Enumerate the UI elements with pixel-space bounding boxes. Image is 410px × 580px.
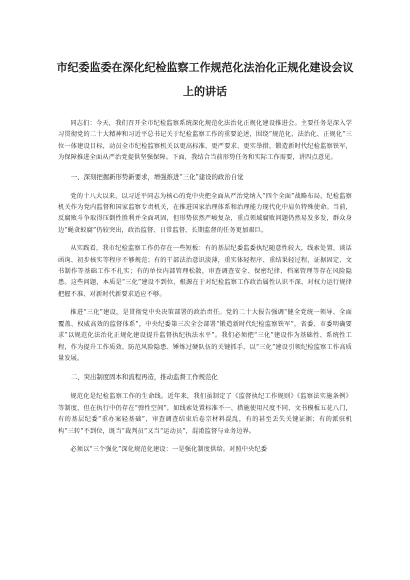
document-body xyxy=(58,118,352,455)
body-paragraph: 推进“三化”建设，是贯彻党中央决策部署的政治责任。党的二十大报告强调“健全党统一领导、全面覆盖、权威高效的监督体系”，中央纪委第三次全会部署“锻造新时代纪检监察铁军”，省委、市委明确要求“以规范化法治化正规化建设提升监督执纪执法水平”。我们必须把“三化”建设作为基础性、系统性工程，作为提升工作质效、防范风险隐患、锤炼过硬队伍的关键抓手，以“三化”建设引领纪检监察工作高质量发展。 xyxy=(58,309,352,362)
body-paragraph: 必须以“三个强化”深化规范化建设：一是强化制度供给。对照中央纪委 xyxy=(70,445,268,453)
opening-paragraph: 同志们：今天，我们召开全市纪检监察系统深化规范化法治化正规化建设推进会。主要任务是深入学习贯彻党的二十大精神和习近平总书记关于纪检监察工作的重要论述，围绕“规范化、法治化、正规化”三位一体建设目标，动员全市纪检监察机关以更高标准、更严要求、更实举措，锻造新时代纪检监察铁军，为保障推进全面从严治党提供坚强保障。下面，我结合当前形势任务和实际工作需要，讲四点意见。 xyxy=(58,120,352,162)
body-paragraph: 从实践看，我市纪检监察工作仍存在一些短板：有的基层纪委监委执纪随意性较大，线索处置、谈话函询、初步核实等程序不够规范；有的干部法治意识淡薄，重实体轻程序、重结果轻过程，证据固定、文书制作等基础工作不扎实；有的单位内部管理松散，审查调查安全、保密纪律、档案管理等存在风险隐患。这些问题，本质是“三化”建设不到位，根源在于对纪检监察工作政治属性认识不深、对权力运行规律把握不准、对新时代新要求适应不够。 xyxy=(58,245,352,298)
body-paragraph: 规范化是纪检监察工作的生命线。近年来，我们虽制定了《监督执纪工作规则》《监察法实施条例》等制度，但在执行中仍存在“弹性空间”，如线索处置标准不一、措施使用尺度不同、文书模板五花八门，有的基层纪委“重办案轻基础”，审查调查结束后卷宗材料混乱，有的甚至丢失关键证据；有的派驻机构“三转”不到位，既当“裁判员”又当“运动员”，混淆监督与业务边界。 xyxy=(58,393,352,435)
document-title-line-1: 市纪委监委在深化纪检监察工作规范化法治化正规化建设会议 xyxy=(56,61,354,74)
document-title xyxy=(46,56,364,104)
body-paragraph: 党的十八大以来，以习近平同志为核心的党中央把全面从严治党纳入“四个全面”战略布局，纪检监察机关作为党内监督和国家监察专责机关，在推进国家治理体系和治理能力现代化中肩负特殊使命。当前，反腐败斗争取得压倒性胜利并全面巩固，但形势依然严峻复杂，重点领域腐败问题仍然易发多发，群众身边“蝇贪蚁腐”仍较突出，政治监督、日常监督、长期监督的任务更加艰巨。 xyxy=(58,192,352,234)
section-heading-1: 一、深刻把握新形势新要求，增强推进“三化”建设的政治自觉 xyxy=(70,172,244,181)
section-heading-2: 二、突出制度固本和流程再造，推动监督工作规范化 xyxy=(70,373,218,382)
document-title-line-2: 上的讲话 xyxy=(183,85,227,98)
